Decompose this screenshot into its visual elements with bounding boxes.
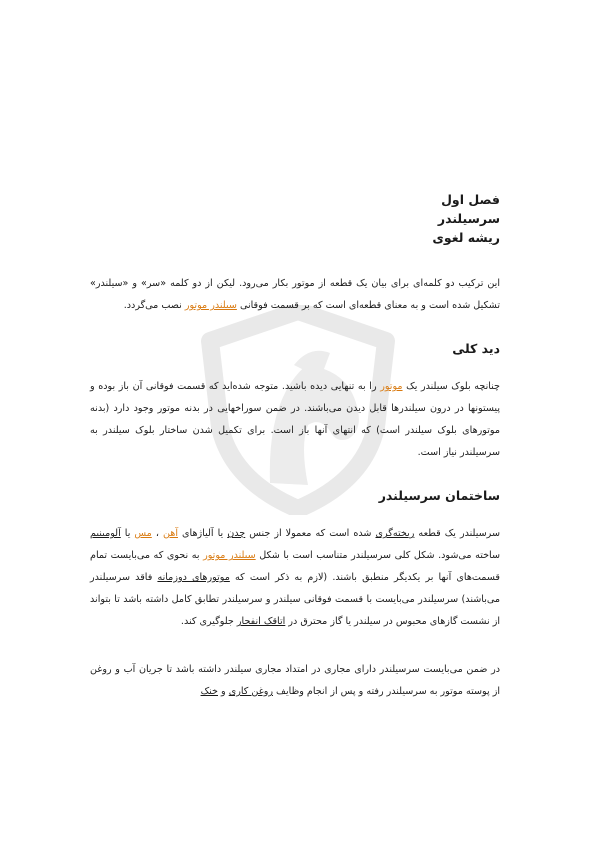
link-engine[interactable]: موتور bbox=[380, 381, 403, 392]
link-aluminium[interactable]: آلومینیم bbox=[90, 528, 121, 539]
link-cooling[interactable]: خنک bbox=[200, 686, 218, 697]
ducts-paragraph: در ضمن می‌بایست سرسیلندر دارای مجاری در امتداد مجاری سیلندر داشته باشد تا جریان آب و روغن از پوسته موتور به سرسیلندر رفته و پس از انجام وظایف روغن کاری و خنک bbox=[90, 664, 500, 697]
document-body bbox=[90, 190, 500, 703]
link-cast-iron[interactable]: چدن bbox=[227, 528, 246, 539]
link-cylinder-engine-2[interactable]: سیلندر موتور bbox=[203, 550, 256, 561]
link-casting[interactable]: ریخته‌گری bbox=[375, 528, 415, 539]
link-combustion-chamber[interactable]: اتاقک انفجار bbox=[236, 616, 286, 627]
link-iron[interactable]: آهن bbox=[162, 528, 178, 539]
chapter-title: سرسیلندر bbox=[437, 211, 500, 226]
chapter-subtitle: ریشه لغوی bbox=[432, 230, 500, 245]
chapter-label: فصل اول bbox=[441, 192, 500, 207]
section-title-general-view: دید کلی bbox=[452, 341, 500, 356]
general-view-paragraph: چنانچه بلوک سیلندر یک موتور را به تنهایی دیده باشید. متوجه شده‌اید که قسمت فوقانی آن باز بوده و پیستونها در درون سیلندرها قابل دیدن می‌باشند. در ضمن سوراخهایی در بدنه موتور وجود دارد (بدنه موتورهای بلوک سیلندر است) که انتهای آنها باز است. برای تکمیل شدن ساختار بلوک سیلندر به سرسیلندر نیاز است. bbox=[90, 381, 500, 458]
structure-paragraph: سرسیلندر یک قطعه ریخته‌گری شده است که معمولا از جنس چدن یا آلیاژهای آهن ، مس یا آلومینیم ساخته می‌شود. شکل کلی سرسیلندر متناسب است با شکل سیلندر موتور به نحوی که می‌بایست تمام قسمت‌های آنها بر یکدیگر منطبق باشند. (لازم به ذکر است که موتورهای دوزمانه فاقد سرسیلندر می‌باشند) سرسیلندر می‌بایست با قسمت فوقانی سیلندر و سرسیلندر تطابق کامل داشته باشد تا بتواند از نشست گازهای محبوس در سیلندر یا گاز محترق در اتاقک انفجار جلوگیری کند. bbox=[90, 528, 501, 627]
link-two-stroke-engines[interactable]: موتورهای دوزمانه bbox=[157, 572, 230, 583]
link-lubrication[interactable]: روغن کاری bbox=[228, 686, 273, 697]
link-copper[interactable]: مس bbox=[134, 528, 152, 539]
section-title-structure: ساختمان سرسیلندر bbox=[378, 488, 500, 503]
intro-paragraph: این ترکیب دو کلمه‌ای برای بیان یک قطعه از موتور بکار می‌رود. لیکن از دو کلمه «سر» و «سیلندر» تشکیل شده است و به معنای قطعه‌ای است که بر قسمت فوقانی سیلندر موتور نصب می‌گردد. bbox=[90, 278, 500, 311]
link-cylinder-engine[interactable]: سیلندر موتور bbox=[184, 300, 237, 311]
